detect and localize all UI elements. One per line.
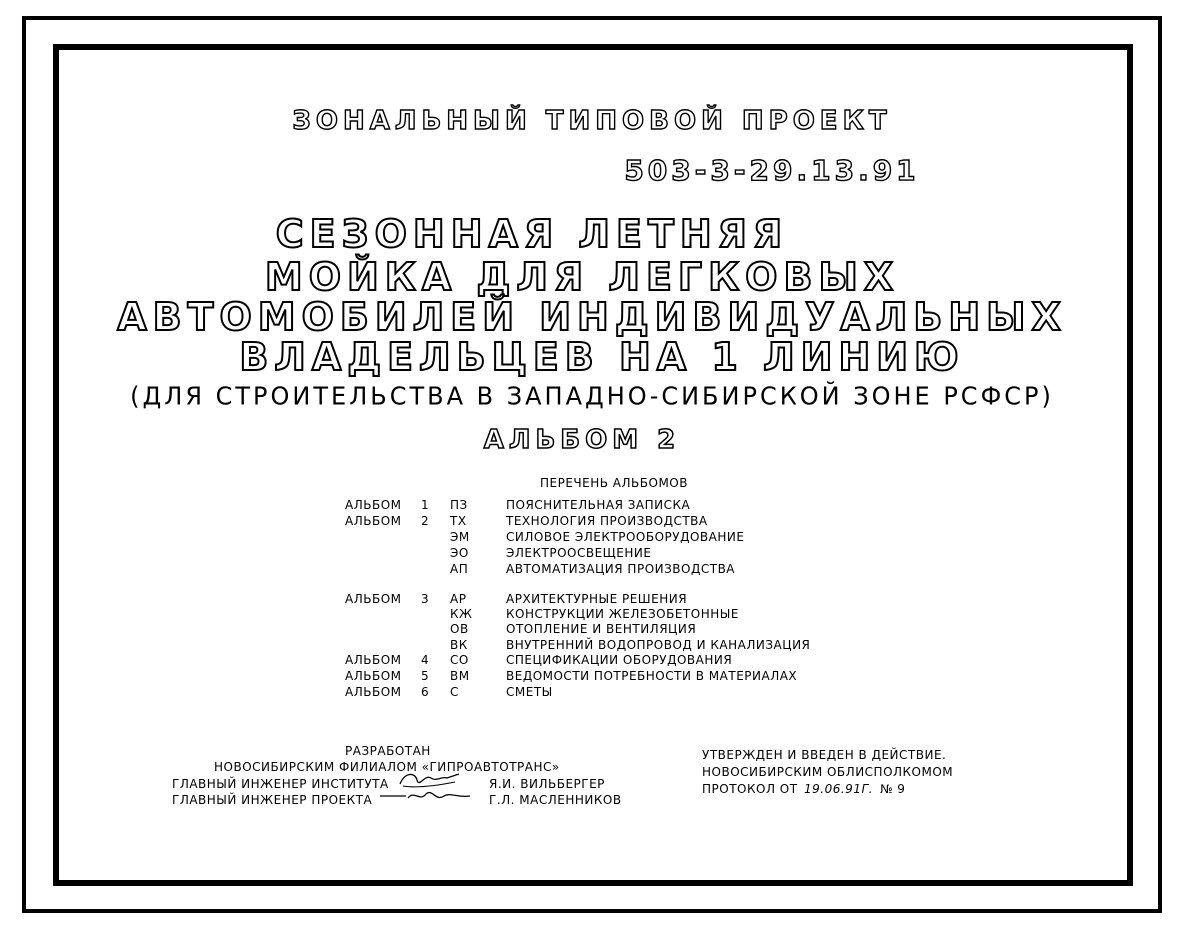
section-description: СПЕЦИФИКАЦИИ ОБОРУДОВАНИЯ xyxy=(506,653,733,667)
section-code: АР xyxy=(450,592,467,606)
section-code: АП xyxy=(450,562,469,576)
title-line3: АВТОМОБИЛЕЙ ИНДИВИДУАЛЬНЫХ xyxy=(117,295,1067,339)
section-code: ВК xyxy=(450,638,468,652)
chief-engineer-institute-name: Я.И. ВИЛЬБЕРГЕР xyxy=(489,777,605,791)
title-line1: СЕЗОННАЯ ЛЕТНЯЯ xyxy=(275,212,789,256)
section-description: АВТОМАТИЗАЦИЯ ПРОИЗВОДСТВА xyxy=(506,562,736,576)
section-code: ЭО xyxy=(450,546,469,560)
protocol-date: 19.06.91Г. xyxy=(804,782,873,796)
signature-2 xyxy=(378,786,478,806)
album-label: АЛЬБОМ xyxy=(345,653,402,667)
section-code: СО xyxy=(450,653,469,667)
section-code: ВМ xyxy=(450,669,470,683)
album-number: 2 xyxy=(421,514,430,528)
title-line4: ВЛАДЕЛЬЦЕВ НА 1 ЛИНИЮ xyxy=(239,335,965,379)
album-number: 6 xyxy=(421,685,430,699)
section-description: ОТОПЛЕНИЕ И ВЕНТИЛЯЦИЯ xyxy=(506,622,697,636)
section-description: ВЕДОМОСТИ ПОТРЕБНОСТИ В МАТЕРИАЛАХ xyxy=(506,669,798,683)
title-line2: МОЙКА ДЛЯ ЛЕГКОВЫХ xyxy=(264,255,900,299)
approved-line1: УТВЕРЖДЕН И ВВЕДЕН В ДЕЙСТВИЕ. xyxy=(702,748,947,762)
album-label: АЛЬБОМ xyxy=(345,514,402,528)
subtitle: (ДЛЯ СТРОИТЕЛЬСТВА В ЗАПАДНО-СИБИРСКОЙ ЗОНЕ РСФСР) xyxy=(130,381,1054,411)
section-description: ПОЯСНИТЕЛЬНАЯ ЗАПИСКА xyxy=(506,498,691,512)
header-line1: ЗОНАЛЬНЫЙ ТИПОВОЙ ПРОЕКТ xyxy=(292,106,892,136)
chief-engineer-project-name: Г.Л. МАСЛЕННИКОВ xyxy=(489,793,622,807)
section-description: АРХИТЕКТУРНЫЕ РЕШЕНИЯ xyxy=(506,592,688,606)
protocol-number: № 9 xyxy=(880,782,906,796)
album-number: 5 xyxy=(421,669,430,683)
chief-engineer-institute-role: ГЛАВНЫЙ ИНЖЕНЕР ИНСТИТУТА xyxy=(172,777,389,791)
section-description: КОНСТРУКЦИИ ЖЕЛЕЗОБЕТОННЫЕ xyxy=(506,607,739,621)
developed-label: РАЗРАБОТАН xyxy=(345,744,431,758)
album-number: 1 xyxy=(421,498,430,512)
albums-list-title: ПЕРЕЧЕНЬ АЛЬБОМОВ xyxy=(540,476,688,490)
album-label: АЛЬБОМ xyxy=(345,685,402,699)
section-code: ТХ xyxy=(450,514,467,528)
album-number: 4 xyxy=(421,653,430,667)
section-code: ПЗ xyxy=(450,498,468,512)
section-description: СМЕТЫ xyxy=(506,685,553,699)
section-description: СИЛОВОЕ ЭЛЕКТРООБОРУДОВАНИЕ xyxy=(506,530,745,544)
section-code: ЭМ xyxy=(450,530,470,544)
approved-line2: НОВОСИБИРСКИМ ОБЛИСПОЛКОМОМ xyxy=(702,765,954,779)
section-description: ЭЛЕКТРООСВЕЩЕНИЕ xyxy=(506,546,652,560)
section-code: С xyxy=(450,685,459,699)
album-label: АЛЬБОМ xyxy=(345,592,402,606)
album-label: АЛЬБОМ xyxy=(345,498,402,512)
project-code: 503-3-29.13.91 xyxy=(624,154,920,187)
developed-org: НОВОСИБИРСКИМ ФИЛИАЛОМ «ГИПРОАВТОТРАНС» xyxy=(214,760,560,774)
album-title: АЛЬБОМ 2 xyxy=(483,425,681,455)
section-code: ОВ xyxy=(450,622,469,636)
section-code: КЖ xyxy=(450,607,473,621)
album-number: 3 xyxy=(421,592,430,606)
protocol-label: ПРОТОКОЛ ОТ xyxy=(702,782,798,796)
section-description: ВНУТРЕННИЙ ВОДОПРОВОД И КАНАЛИЗАЦИЯ xyxy=(506,638,811,652)
album-label: АЛЬБОМ xyxy=(345,669,402,683)
chief-engineer-project-role: ГЛАВНЫЙ ИНЖЕНЕР ПРОЕКТА xyxy=(172,793,373,807)
section-description: ТЕХНОЛОГИЯ ПРОИЗВОДСТВА xyxy=(506,514,708,528)
